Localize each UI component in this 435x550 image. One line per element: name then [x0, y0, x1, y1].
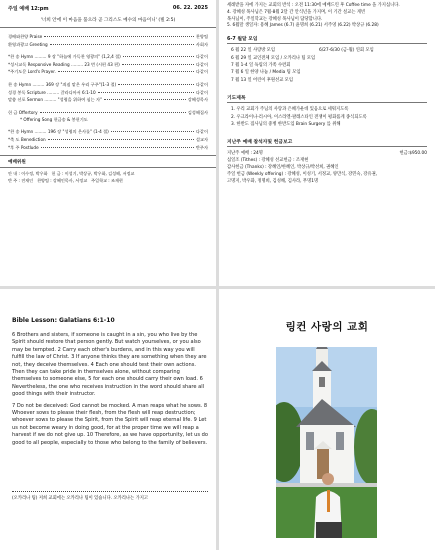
leader-dots — [98, 92, 194, 93]
order-row — [8, 61, 208, 69]
event-row — [227, 62, 427, 69]
order-item-label: 말씀 선포 Sermon ......... "성령을 위하여 심는 자" — [8, 97, 102, 103]
order-row — [8, 89, 208, 97]
finance-amount: 헌금:$950.00 — [399, 151, 427, 157]
order-item-label: *찬 송 Hymn ......... 9 장 "하늘에 가득찬 영광의" (1,2,4 절) — [8, 54, 121, 60]
finance-label: 주일 헌금 (Weekly offering) : 강혜성, 이성기, 서정교, 양만식, 강민숙, 강유권, — [227, 172, 378, 178]
leader-dots — [48, 139, 194, 140]
finance-row — [227, 178, 427, 185]
order-row — [8, 33, 208, 41]
order-row — [8, 81, 208, 89]
event-date: 6 월 22 일 사랑방 모임 — [231, 48, 276, 54]
order-item-label: 찬 송 Hymn ......... 369 장 "죄짐 맡은 우리 구주"(1-3 절) — [8, 81, 117, 87]
church-title: 링컨 사랑의 교회 — [285, 321, 369, 333]
finance-row — [227, 164, 427, 171]
prayer-item: 3. 한반도 집사님의 중병 한반도입 Brain Surgery 를 위해 — [231, 122, 341, 128]
news-list — [227, 3, 427, 30]
order-item-leader: 다같이 — [195, 61, 208, 67]
order-item-leader: 다같이 — [195, 54, 208, 60]
order-item-label: *축 도 Benediction — [8, 136, 46, 142]
staff-entry: 찬양팀 : 강혜인목사, 서정교 — [37, 178, 88, 184]
order-item-label: 환영과광고 Greeting — [8, 41, 48, 47]
event-date: 6 월 29 일 교인전체 모임 / 오카리나 팀 모임 — [231, 55, 316, 61]
bible-lesson-page — [0, 289, 216, 550]
prayer-item: 2. 우크라이나-러시아, 이스라엘-팔레스타인 전쟁이 평화롭게 종식되도록 — [231, 114, 367, 120]
event-date: 7 월 1-4 일 독립의 가족 수련회 — [231, 63, 291, 68]
event-extra: 6/27-6/30 (금-월) 연회 모임 — [319, 48, 374, 54]
order-item-label: *찬 송 Hymn ......... 196 장 "성령의 은사를" (1-4 절) — [8, 129, 109, 135]
leader-dots — [41, 147, 194, 148]
events-title: 6-7 월달 모임 — [227, 37, 258, 43]
order-item-leader: 김성해집사 — [187, 109, 208, 115]
order-item-leader: 반주자 — [195, 144, 208, 150]
prayer-list — [227, 106, 427, 128]
bible-text — [0, 332, 216, 447]
staff-entry: 헌 금 : 이성기, 박상규, 박우화, 김성해, 서정교 — [51, 171, 135, 177]
church-page — [219, 289, 435, 550]
order-row — [8, 53, 208, 61]
order-row — [8, 128, 208, 136]
order-row — [8, 68, 208, 76]
event-row — [227, 69, 427, 76]
staff-entry: 반 주 : 전재인 — [8, 178, 34, 184]
finance-row — [227, 171, 427, 178]
staff-entry: 안 내 : 이수정, 박우화 — [8, 171, 48, 177]
staff-title: 예배위원 — [8, 160, 26, 166]
leader-dots — [111, 131, 194, 132]
event-row — [227, 55, 427, 62]
bulletin-news-page — [219, 0, 435, 286]
order-item-leader: 강혜성목사 — [187, 97, 208, 103]
order-item-leader: 사회자 — [195, 41, 208, 47]
order-of-service — [0, 28, 216, 151]
finance-label: 십일조 (Tithes) : 강혜성 선교헌금 : 조재현 — [227, 158, 309, 164]
bulletin-header — [0, 0, 216, 12]
finance-label: 지난주 예배 : 24명 — [227, 151, 263, 157]
finance-title: 지난주 예배 참석자및 헌금보고 — [227, 140, 293, 146]
event-date: 7 월 13 일 어린이 후원선교 모임 — [231, 77, 294, 83]
order-note: * Offering Song 헌금송 & 봉헌기도 — [20, 117, 88, 123]
bible-paragraph: 7 Do not be deceived: God cannot be mocked. A man reaps what he sows. 8 Whoever sows to please their flesh, from the flesh will reap destruction; whoever sows to please the Spirit, from the Spirit will reap eternal life. 9 Let us not become weary in doing good, for at the proper time we will reap a harvest if we do not give up. 10 Therefore, as we have opportunity, let us do good to all people, especially to those who belong to the family of believers. — [12, 402, 208, 446]
staff-list — [0, 170, 216, 184]
order-row — [8, 41, 208, 49]
events-list — [227, 47, 427, 84]
leader-dots — [123, 56, 194, 57]
order-row — [8, 109, 208, 117]
church-photo — [276, 347, 377, 538]
leader-dots — [44, 36, 194, 37]
finance-row — [227, 157, 427, 164]
leader-dots — [122, 64, 194, 65]
prayer-item: 1. 우리 교회가 주님의 사랑과 은혜가운데 있음으로 세워지도록 — [231, 107, 349, 113]
order-row — [8, 96, 208, 104]
event-row — [227, 77, 427, 84]
prayer-title: 기도제목 — [227, 96, 246, 102]
event-row — [227, 47, 427, 54]
leader-dots — [40, 112, 186, 113]
theme-verse: '너희 안에 이 마음을 품으라 곧 그리스도 예수의 마음이니' (빌 2:5) — [0, 12, 216, 28]
leader-dots — [58, 71, 194, 72]
staff-row — [8, 170, 208, 177]
order-item-label: 경배와찬양 Praise — [8, 34, 43, 39]
finance-list — [227, 150, 427, 185]
service-date: 06. 22. 2025 — [172, 5, 208, 11]
order-item-leader: 다같이 — [195, 69, 208, 75]
news-item: 4. 강혜성 목사님은 7월-8월 2달 간 안식년을 가지며, 이 기간 설교는 게빈 — [227, 9, 366, 15]
news-item: 5. 6월말 생일자: 용혜 James (6.7) 윤명희 (6.21) 서주영 (6.22) 박상규 (6.28) — [227, 23, 379, 29]
order-row — [8, 136, 208, 144]
order-item-label: *후 주 Postlude — [8, 144, 39, 150]
order-item-label: 성경 봉독 Scripture ......... 갈라디아서 6:1-10 — [8, 89, 96, 95]
order-item-label: *성시교독 Responsive Reading ......... 23 번 (시편 43 편) — [8, 61, 120, 67]
order-item-leader: 다같이 — [195, 129, 208, 135]
news-item: 목사님이, 주일학교는 강혜성 목사님이 담당합니다. — [227, 16, 323, 22]
staff-row — [8, 177, 208, 184]
order-item-label: 헌 금 Offertory — [8, 109, 38, 115]
ocarina-note: (오카리나 팀) 저희 교회에는 오카리나 팀이 있습니다. 오카리나는 가지고 — [12, 496, 149, 502]
finance-label: 고명지, 박우화, 정명희, 김성해, 김사라, 무명1명 — [227, 179, 319, 185]
bible-paragraph: 6 Brothers and sisters, if someone is caught in a sin, you who live by the Spirit should restore that person gently. But watch yourselves, or you also may be tempted. 2 Carry each other's burdens, and in this way you will fulfill the law of Christ. 3 If anyone thinks they are something when they are not, they deceive themselves. 4 Each one should test their own actions. Then they can take pride in themselves alone, without comparing themselves to someone else, 5 for each one should carry their own load. 6 Nevertheless, the one who receives instruction in the word should share all good things with their instructor. — [12, 332, 207, 398]
service-title: 주일 예배 12:pm — [8, 6, 49, 12]
bulletin-order-page — [0, 0, 216, 286]
order-item-leader: 다같이 — [195, 89, 208, 95]
bible-lesson-title: Bible Lesson: Galatians 6:1-10 — [12, 317, 115, 324]
leader-dots — [104, 99, 186, 100]
event-date: 7 월 6 일 한양 나눔 / Media 팀 모임 — [231, 70, 301, 76]
finance-label: 감사헌금 (Thanks) : 강혜인/한혜인, 박상규/박선희, 권혜인 — [227, 165, 339, 171]
order-item-leader: 다같이 — [195, 81, 208, 87]
order-item-label: *주기도문 Lord's Prayer. — [8, 69, 56, 75]
leader-dots — [118, 84, 194, 85]
finance-row — [227, 150, 427, 157]
order-item-leader: 설교자 — [195, 136, 208, 142]
staff-entry: 주일학교 : 조재현 — [91, 178, 123, 184]
news-item: 세례받을 자에 가지는 교회의 반석 : 오전 11:30에 예배드린 후 Coffee time 을 가지십니다. — [227, 3, 400, 8]
order-row — [8, 144, 208, 152]
leader-dots — [50, 44, 194, 45]
order-item-leader: 찬양팀 — [195, 34, 208, 39]
church-building-illustration — [276, 347, 377, 538]
